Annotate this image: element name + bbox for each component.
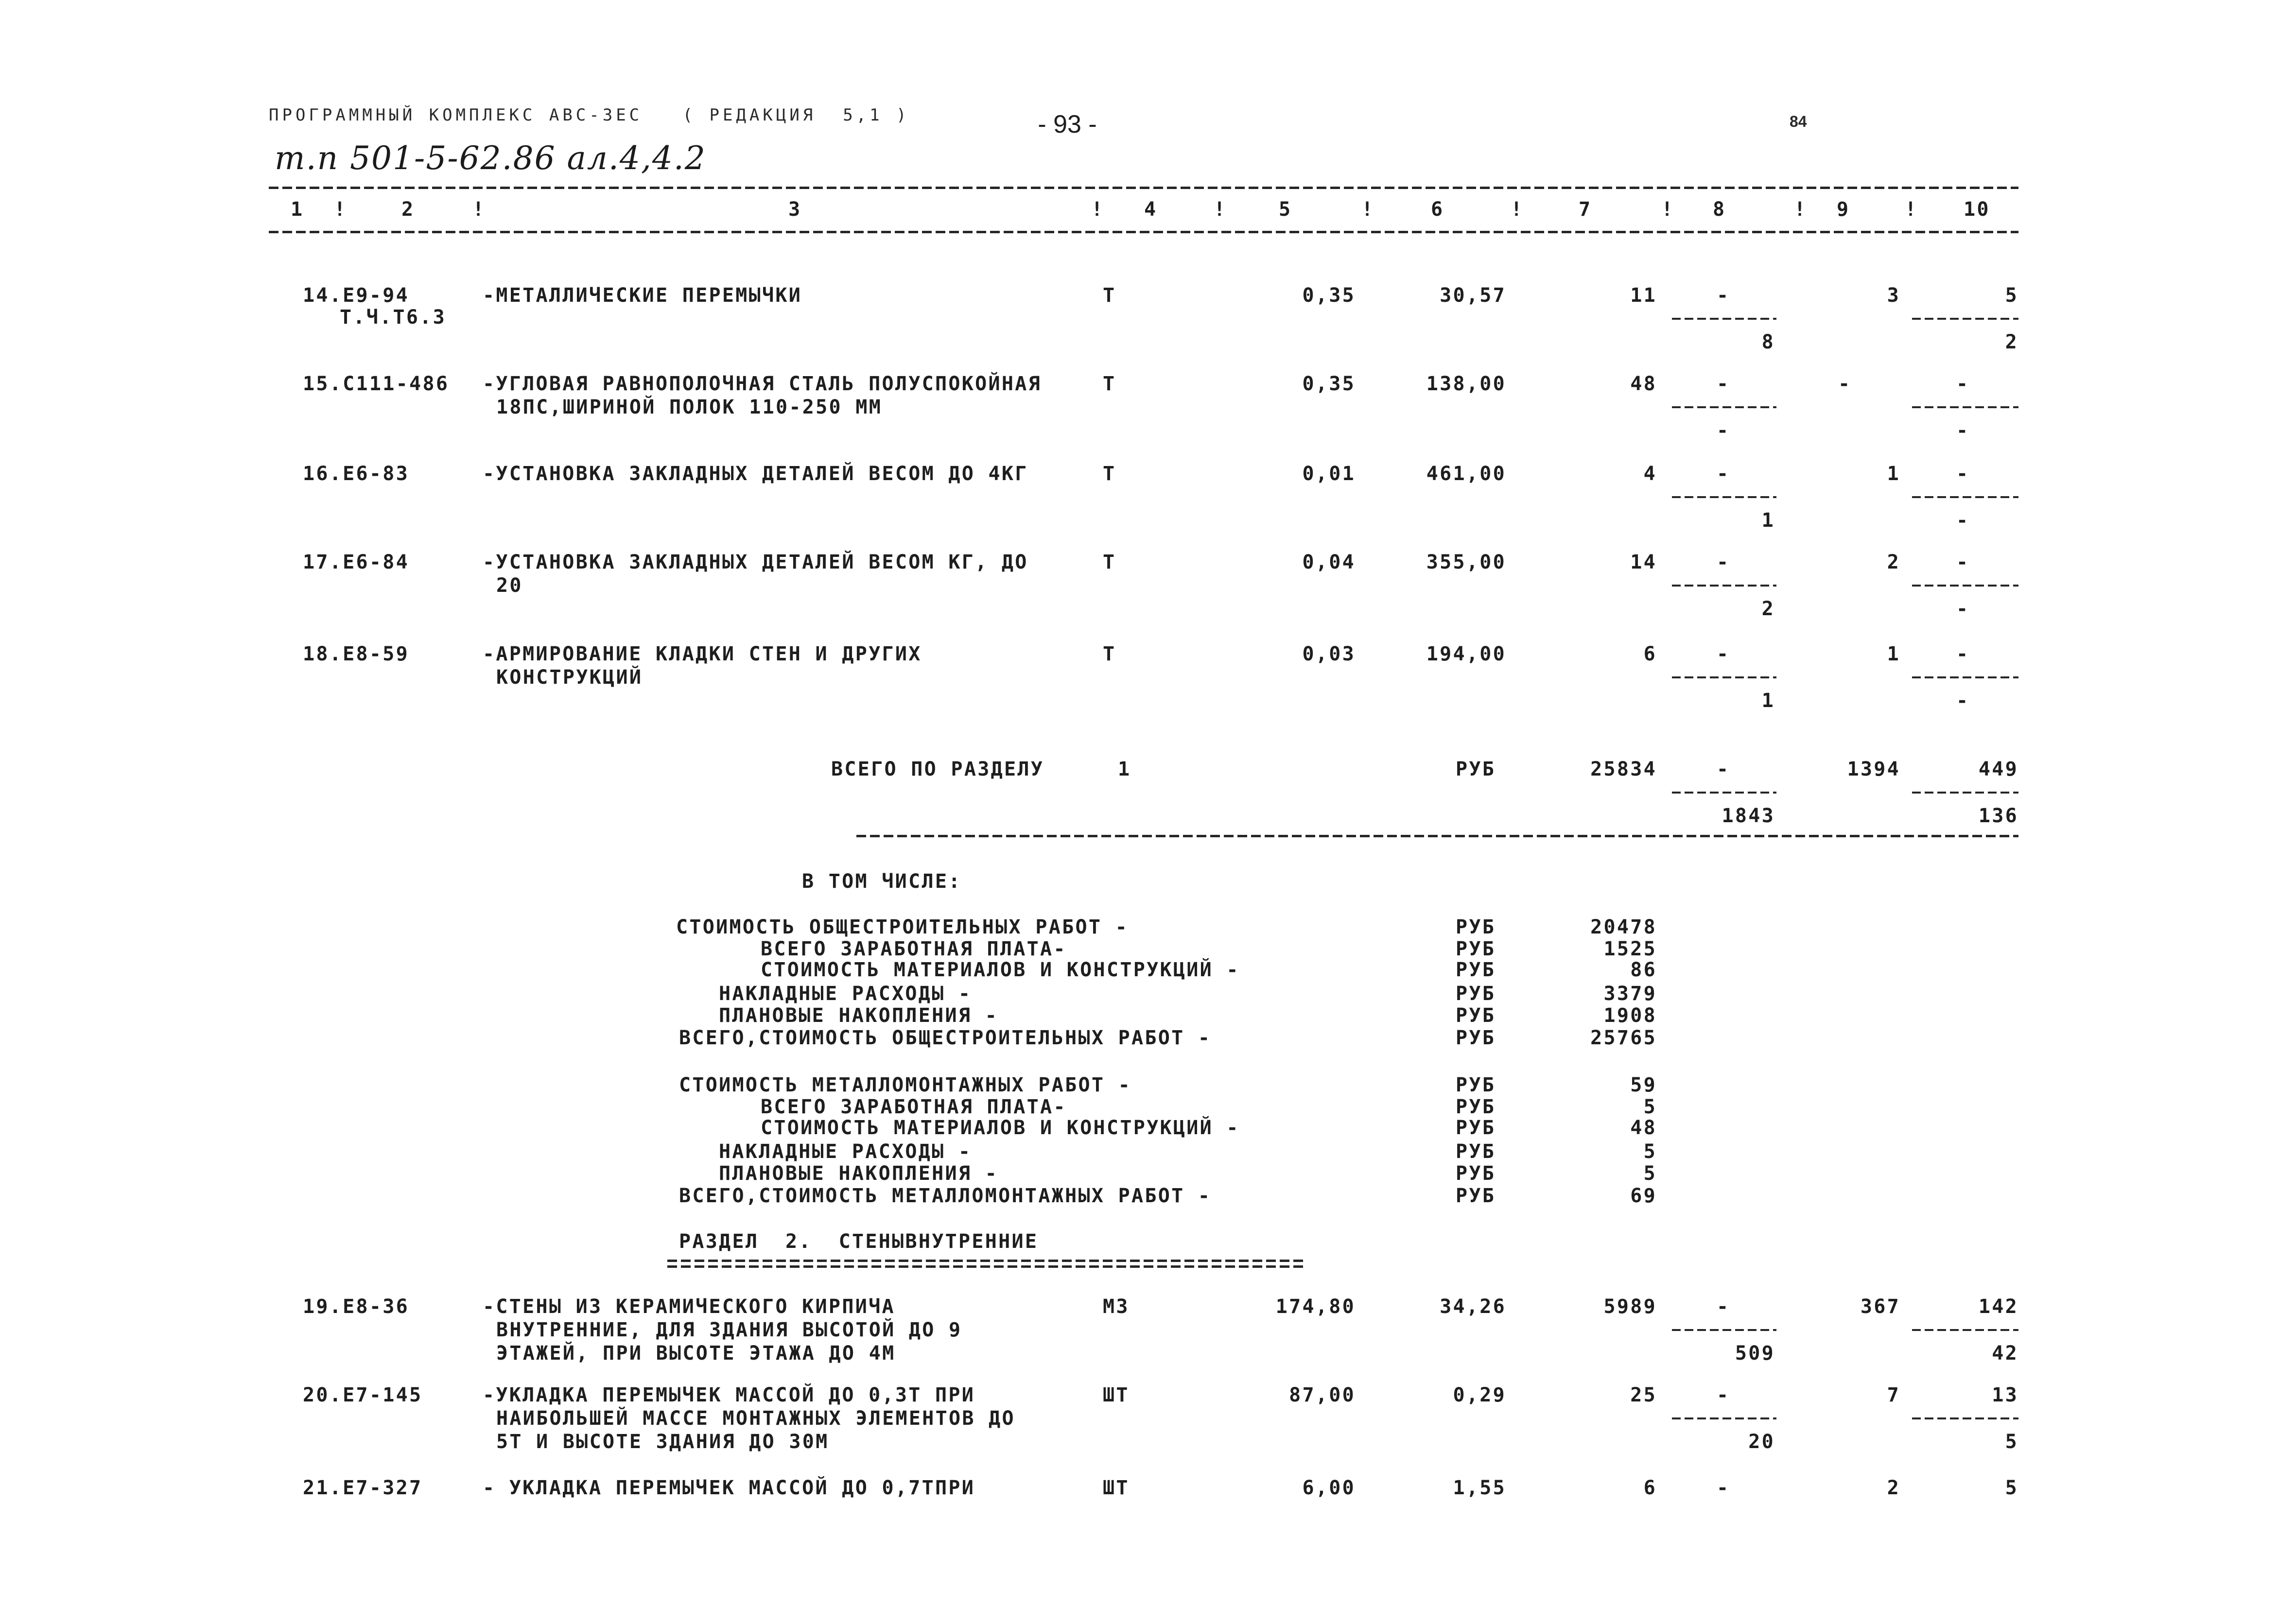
cost-col8-value: - — [1717, 643, 1730, 665]
row-total: 6 — [1643, 1477, 1657, 1499]
cost-col8-fraction-bar — [1672, 676, 1776, 678]
row-description-line: -АРМИРОВАНИЕ КЛАДКИ СТЕН И ДРУГИХ — [483, 643, 922, 665]
breakdown-label: ВСЕГО,СТОИМОСТЬ МЕТАЛЛОМОНТАЖНЫХ РАБОТ - — [679, 1185, 1212, 1207]
column-separator-3: ! — [1091, 198, 1105, 221]
cost-col8-fraction-bar — [1672, 585, 1776, 587]
column-separator-4: ! — [1214, 198, 1227, 221]
cost-col10-below-value: 5 — [2005, 1431, 2018, 1453]
breakdown-label: СТОИМОСТЬ ОБЩЕСТРОИТЕЛЬНЫХ РАБОТ - — [676, 916, 1129, 938]
cost-col10-below-value: 2 — [2005, 331, 2018, 353]
column-separator-6: ! — [1511, 198, 1524, 221]
column-separator-9: ! — [1905, 198, 1918, 221]
breakdown-value: 25765 — [1590, 1027, 1657, 1049]
row-description-line: -УГЛОВАЯ РАВНОПОЛОЧНАЯ СТАЛЬ ПОЛУСПОКОЙНАЯ — [483, 373, 1042, 395]
section-total-label: ВСЕГО ПО РАЗДЕЛУ — [831, 758, 1044, 780]
row-quantity: 0,03 — [1302, 643, 1356, 665]
row-total: 5989 — [1603, 1296, 1657, 1318]
cost-col9-value: 1 — [1887, 643, 1900, 665]
cost-col8-below-value: 1843 — [1722, 805, 1775, 827]
breakdown-value: 48 — [1630, 1117, 1657, 1139]
cost-col9-value: 1394 — [1847, 758, 1900, 780]
cost-col8-value: - — [1717, 1296, 1730, 1318]
cost-col10-fraction-bar — [1912, 406, 2018, 408]
cost-col8-below-value: 8 — [1761, 331, 1775, 353]
row-quantity: 87,00 — [1289, 1384, 1356, 1406]
row-unit-price: 461,00 — [1426, 463, 1506, 485]
cost-col8-below-value: 20 — [1748, 1431, 1775, 1453]
row-unit-price: 34,26 — [1440, 1296, 1506, 1318]
page-number: - 93 - — [1038, 110, 1097, 138]
breakdown-label: ПЛАНОВЫЕ НАКОПЛЕНИЯ - — [719, 1162, 999, 1185]
column-separator-7: ! — [1661, 198, 1675, 221]
row-description-line: 18ПС,ШИРИНОЙ ПОЛОК 110-250 ММ — [496, 396, 883, 418]
cost-col10-fraction-bar — [1912, 1329, 2018, 1331]
cost-col8-value: - — [1717, 1384, 1730, 1406]
row-unit-price: 138,00 — [1426, 373, 1506, 395]
row-quantity: 0,01 — [1302, 463, 1356, 485]
row-code-sub: Т.Ч.Т6.3 — [340, 306, 447, 328]
row-total: 25 — [1630, 1384, 1657, 1406]
handwritten-reference: т.п 501-5-62.86 ал.4,4.2 — [275, 139, 706, 177]
row-code: 14.Е9-94 — [303, 284, 410, 307]
row-description-line: -УСТАНОВКА ЗАКЛАДНЫХ ДЕТАЛЕЙ ВЕСОМ ДО 4КГ — [483, 463, 1028, 485]
breakdown-unit: РУБ — [1456, 1162, 1496, 1185]
row-unit: Т — [1103, 551, 1116, 573]
breakdown-value: 59 — [1630, 1074, 1657, 1096]
cost-col9-value: - — [1838, 373, 1852, 395]
row-code: 19.Е8-36 — [303, 1296, 410, 1318]
column-separator-2: ! — [472, 198, 486, 221]
cost-col8-value: - — [1717, 463, 1730, 485]
cost-col9-value: 367 — [1860, 1296, 1900, 1318]
cost-col10-below-value: 136 — [1978, 805, 2018, 827]
column-number-4: 4 — [1144, 198, 1158, 221]
cost-col9-value: 2 — [1887, 551, 1900, 573]
cost-col8-below-value: 2 — [1761, 598, 1775, 620]
row-code: 20.Е7-145 — [303, 1384, 423, 1406]
row-unit-price: 1,55 — [1453, 1477, 1506, 1499]
breakdown-label: ВСЕГО ЗАРАБОТНАЯ ПЛАТА- — [761, 1096, 1067, 1118]
row-unit: Т — [1103, 643, 1116, 665]
cost-col8-fraction-bar — [1672, 496, 1776, 498]
breakdown-value: 20478 — [1590, 916, 1657, 938]
row-description-line: -СТЕНЫ ИЗ КЕРАМИЧЕСКОГО КИРПИЧА — [483, 1296, 895, 1318]
breakdown-unit: РУБ — [1456, 1004, 1496, 1027]
breakdown-unit: РУБ — [1456, 1074, 1496, 1096]
section-total-sum: 25834 — [1590, 758, 1657, 780]
row-code: 15.С111-486 — [303, 373, 450, 395]
cost-col8-value: - — [1717, 551, 1730, 573]
breakdown-label: СТОИМОСТЬ МАТЕРИАЛОВ И КОНСТРУКЦИЙ - — [761, 959, 1240, 981]
row-total: 48 — [1630, 373, 1657, 395]
row-quantity: 6,00 — [1302, 1477, 1356, 1499]
breakdown-value: 5 — [1643, 1096, 1657, 1118]
cost-col10-value: 449 — [1978, 758, 2018, 780]
row-unit: М3 — [1103, 1296, 1130, 1318]
breakdown-label: ВСЕГО ЗАРАБОТНАЯ ПЛАТА- — [761, 938, 1067, 960]
column-number-6: 6 — [1431, 198, 1444, 221]
breakdown-label: ПЛАНОВЫЕ НАКОПЛЕНИЯ - — [719, 1004, 999, 1027]
cost-col10-below-value: - — [1956, 509, 1970, 532]
breakdown-label: СТОИМОСТЬ МАТЕРИАЛОВ И КОНСТРУКЦИЙ - — [761, 1117, 1240, 1139]
row-description-line: ВНУТРЕННИЕ, ДЛЯ ЗДАНИЯ ВЫСОТОЙ ДО 9 — [496, 1319, 962, 1341]
cost-col10-value: - — [1956, 551, 1970, 573]
cost-col8-fraction-bar — [1672, 1417, 1776, 1419]
header-dashed-rule — [269, 231, 2018, 233]
row-unit-price: 0,29 — [1453, 1384, 1506, 1406]
row-quantity: 0,04 — [1302, 551, 1356, 573]
cost-col8-value: - — [1717, 1477, 1730, 1499]
section-total-unit: РУБ — [1456, 758, 1496, 780]
section2-heading-underline-lower — [667, 1265, 1305, 1268]
row-description-line: -УКЛАДКА ПЕРЕМЫЧЕК МАССОЙ ДО 0,3Т ПРИ — [483, 1384, 975, 1406]
cost-col9-value: 2 — [1887, 1477, 1900, 1499]
breakdown-label: ВСЕГО,СТОИМОСТЬ ОБЩЕСТРОИТЕЛЬНЫХ РАБОТ - — [679, 1027, 1212, 1049]
column-separator-1: ! — [334, 198, 348, 221]
column-separator-5: ! — [1361, 198, 1375, 221]
section-total-number: 1 — [1118, 758, 1131, 780]
section2-heading-underline-upper — [667, 1260, 1305, 1262]
breakdown-value: 86 — [1630, 959, 1657, 981]
cost-col10-below-value: - — [1956, 598, 1970, 620]
cost-col8-value: - — [1717, 758, 1730, 780]
breakdown-unit: РУБ — [1456, 983, 1496, 1005]
cost-col10-fraction-bar — [1912, 676, 2018, 678]
column-number-3: 3 — [788, 198, 802, 221]
row-unit: ШТ — [1103, 1384, 1130, 1406]
row-quantity: 0,35 — [1302, 373, 1356, 395]
row-total: 14 — [1630, 551, 1657, 573]
column-number-5: 5 — [1279, 198, 1292, 221]
cost-col10-value: 13 — [1992, 1384, 2018, 1406]
cost-col10-below-value: 42 — [1992, 1342, 2018, 1365]
cost-col8-value: - — [1717, 284, 1730, 307]
cost-col8-below-value: 1 — [1761, 509, 1775, 532]
cost-col10-fraction-bar — [1912, 792, 2018, 794]
cost-col10-value: - — [1956, 463, 1970, 485]
cost-col10-fraction-bar — [1912, 1417, 2018, 1419]
row-total: 6 — [1643, 643, 1657, 665]
row-code: 16.Е6-83 — [303, 463, 410, 485]
row-unit: Т — [1103, 284, 1116, 307]
cost-col8-below-value: 509 — [1735, 1342, 1775, 1365]
breakdown-unit: РУБ — [1456, 916, 1496, 938]
breakdown-label: НАКЛАДНЫЕ РАСХОДЫ - — [719, 1140, 972, 1163]
breakdown-value: 3379 — [1603, 983, 1657, 1005]
row-code: 18.Е8-59 — [303, 643, 410, 665]
cost-col10-fraction-bar — [1912, 318, 2018, 320]
column-number-1: 1 — [291, 198, 304, 221]
section-total-dashed-rule — [856, 835, 2018, 837]
cost-col10-value: 5 — [2005, 284, 2018, 307]
cost-col8-fraction-bar — [1672, 406, 1776, 408]
cost-col10-value: 5 — [2005, 1477, 2018, 1499]
row-description-line: НАИБОЛЬШЕЙ МАССЕ МОНТАЖНЫХ ЭЛЕМЕНТОВ ДО — [496, 1407, 1015, 1430]
column-number-9: 9 — [1837, 198, 1850, 221]
cost-col8-fraction-bar — [1672, 1329, 1776, 1331]
breakdown-unit: РУБ — [1456, 1027, 1496, 1049]
program-header: ПРОГРАММНЫЙ КОМПЛЕКС АВС-3ЕС ( РЕДАКЦИЯ 5,1 ) — [269, 105, 910, 125]
cost-col8-value: - — [1717, 373, 1730, 395]
row-unit-price: 355,00 — [1426, 551, 1506, 573]
cost-col9-value: 3 — [1887, 284, 1900, 307]
row-code: 17.Е6-84 — [303, 551, 410, 573]
row-description-line: 5Т И ВЫСОТЕ ЗДАНИЯ ДО 30М — [496, 1431, 829, 1453]
sheet-number: 84 — [1790, 113, 1807, 130]
column-separator-8: ! — [1794, 198, 1808, 221]
row-quantity: 174,80 — [1275, 1296, 1356, 1318]
row-description-line: -МЕТАЛЛИЧЕСКИЕ ПЕРЕМЫЧКИ — [483, 284, 802, 307]
breakdown-unit: РУБ — [1456, 1140, 1496, 1163]
row-description-line: КОНСТРУКЦИЙ — [496, 666, 643, 689]
cost-col10-value: - — [1956, 643, 1970, 665]
row-description-line: ЭТАЖЕЙ, ПРИ ВЫСОТЕ ЭТАЖА ДО 4М — [496, 1342, 896, 1365]
cost-col8-below-value: 1 — [1761, 690, 1775, 712]
row-unit-price: 194,00 — [1426, 643, 1506, 665]
row-unit: ШТ — [1103, 1477, 1130, 1499]
cost-col10-value: - — [1956, 373, 1970, 395]
row-description-line: -УСТАНОВКА ЗАКЛАДНЫХ ДЕТАЛЕЙ ВЕСОМ КГ, ДО — [483, 551, 1028, 573]
cost-col10-fraction-bar — [1912, 496, 2018, 498]
row-total: 4 — [1643, 463, 1657, 485]
cost-col8-fraction-bar — [1672, 792, 1776, 794]
column-number-10: 10 — [1964, 198, 1990, 221]
breakdown-unit: РУБ — [1456, 938, 1496, 960]
row-unit: Т — [1103, 463, 1116, 485]
breakdown-value: 5 — [1643, 1162, 1657, 1185]
breakdown-unit: РУБ — [1456, 959, 1496, 981]
breakdown-label: НАКЛАДНЫЕ РАСХОДЫ - — [719, 983, 972, 1005]
row-code: 21.Е7-327 — [303, 1477, 423, 1499]
cost-col10-fraction-bar — [1912, 585, 2018, 587]
row-total: 11 — [1630, 284, 1657, 307]
cost-col10-below-value: - — [1956, 690, 1970, 712]
row-unit-price: 30,57 — [1440, 284, 1506, 307]
row-description-line: 20 — [496, 574, 523, 597]
row-description-line: - УКЛАДКА ПЕРЕМЫЧЕК МАССОЙ ДО 0,7ТПРИ — [483, 1477, 975, 1499]
row-unit: Т — [1103, 373, 1116, 395]
cost-col8-below-value: - — [1717, 419, 1730, 442]
column-number-2: 2 — [401, 198, 415, 221]
cost-col10-value: 142 — [1978, 1296, 2018, 1318]
breakdown-value: 1525 — [1603, 938, 1657, 960]
top-dashed-rule — [269, 187, 2018, 189]
section2-heading: РАЗДЕЛ 2. СТЕНЫВНУТРЕННИЕ — [679, 1230, 1039, 1253]
breakdown-heading: В ТОМ ЧИСЛЕ: — [802, 870, 962, 893]
cost-col10-below-value: - — [1956, 419, 1970, 442]
breakdown-value: 1908 — [1603, 1004, 1657, 1027]
breakdown-unit: РУБ — [1456, 1117, 1496, 1139]
cost-col8-fraction-bar — [1672, 318, 1776, 320]
row-quantity: 0,35 — [1302, 284, 1356, 307]
column-number-8: 8 — [1713, 198, 1726, 221]
breakdown-value: 5 — [1643, 1140, 1657, 1163]
breakdown-value: 69 — [1630, 1185, 1657, 1207]
column-number-7: 7 — [1579, 198, 1592, 221]
cost-col9-value: 7 — [1887, 1384, 1900, 1406]
breakdown-unit: РУБ — [1456, 1185, 1496, 1207]
breakdown-unit: РУБ — [1456, 1096, 1496, 1118]
breakdown-label: СТОИМОСТЬ МЕТАЛЛОМОНТАЖНЫХ РАБОТ - — [679, 1074, 1131, 1096]
cost-col9-value: 1 — [1887, 463, 1900, 485]
